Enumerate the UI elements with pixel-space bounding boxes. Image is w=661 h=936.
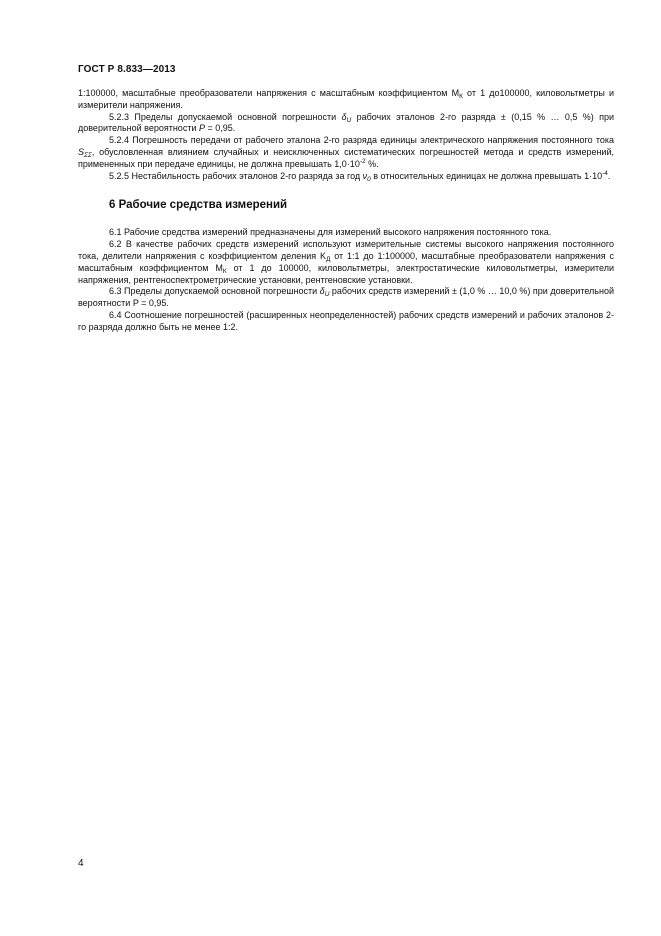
symbol-delta: δ xyxy=(319,286,325,297)
paragraph-6-2 xyxy=(78,239,614,286)
text-run: рабочих средств измерений ± (1,0 % … 10,0 %) при доверительной вероятности P = 0,95. xyxy=(78,286,614,309)
text-run: 1:100000, масштабные преобразователи напряжения с масштабным коэффициентом M xyxy=(78,88,460,98)
subscript: К xyxy=(222,267,227,275)
text-run: 5.2.3 Пределы допускаемой основной погрешности xyxy=(109,111,342,122)
superscript: -2 xyxy=(359,157,366,165)
section-6-title: 6 Рабочие средства измерений xyxy=(109,199,288,212)
text-run: 6.2 В качестве рабочих средств измерений используют измерительные системы высокого напряжения постоянного тока, делители напряжения с коэффициентом деления K xyxy=(78,239,614,261)
paragraph-6-4: 6.4 Соотношение погрешностей (расширенных неопределенностей) рабочих средств измерений и рабочих эталонов 2-го разряда должно быть не менее 1:2. xyxy=(78,309,614,332)
text-run: 5.2.5 Нестабильность рабочих эталонов 2-го разряда за год xyxy=(109,170,363,181)
subscript: Д xyxy=(325,255,331,263)
paragraph-continuation xyxy=(78,88,614,112)
superscript: -4 xyxy=(602,169,608,177)
paragraph-5-2-4 xyxy=(78,135,614,170)
text-run: в относительных единицах не должна превышать 1·10 xyxy=(370,170,603,181)
paragraph-6-3 xyxy=(78,286,614,310)
text-run: %. xyxy=(365,158,379,169)
subscript: ΣΣ xyxy=(84,151,92,159)
page-number: 4 xyxy=(78,858,84,869)
text-run: рабочих эталонов 2-го разряда ± (0,15 % … 0,5 %) при доверительной вероятности xyxy=(78,111,614,134)
symbol-p: P xyxy=(198,123,205,134)
subscript: U xyxy=(324,291,330,299)
subscript: U xyxy=(346,116,352,124)
text-run: = 0,95. xyxy=(204,123,236,134)
text-run: от 1 до100000, киловольтметры и измерители напряжения. xyxy=(78,88,614,110)
paragraph-5-2-5 xyxy=(78,171,614,183)
paragraph-6-1: 6.1 Рабочие средства измерений предназначены для измерений высокого напряжения постоянного тока. xyxy=(109,227,552,238)
subscript: 0 xyxy=(367,175,371,183)
text-run: . xyxy=(607,170,611,181)
subscript: К xyxy=(459,93,463,100)
symbol-delta: δ xyxy=(341,111,347,122)
symbol-nu: ν xyxy=(362,170,368,181)
text-run: от 1:1 до 1:100000, масштабные преобразователи напряжения с масштабным коэффициентом M xyxy=(78,250,614,273)
text-run: от 1 до 100000, киловольтметры, электростатические киловольтметры, измерители напряжения, рентгеноспектрометрические установки, рентгеновские установки. xyxy=(78,262,614,285)
text-run: 5.2.4 Погрешность передачи от рабочего эталона 2-го разряда единицы электрического напряжения постоянного тока xyxy=(109,135,614,146)
document-body xyxy=(78,88,614,334)
symbol-s: S xyxy=(78,146,85,157)
paragraph-5-2-3 xyxy=(78,112,614,136)
document-code-header: ГОСТ Р 8.833—2013 xyxy=(78,64,176,75)
text-run: 6.3 Пределы допускаемой основной погрешности xyxy=(109,286,320,297)
text-run: , обусловленная влиянием случайных и неисключенных систематических погрешностей метода и средств измерений, примененных при передаче единицы, не должна превышать 1,0·10 xyxy=(78,146,614,169)
